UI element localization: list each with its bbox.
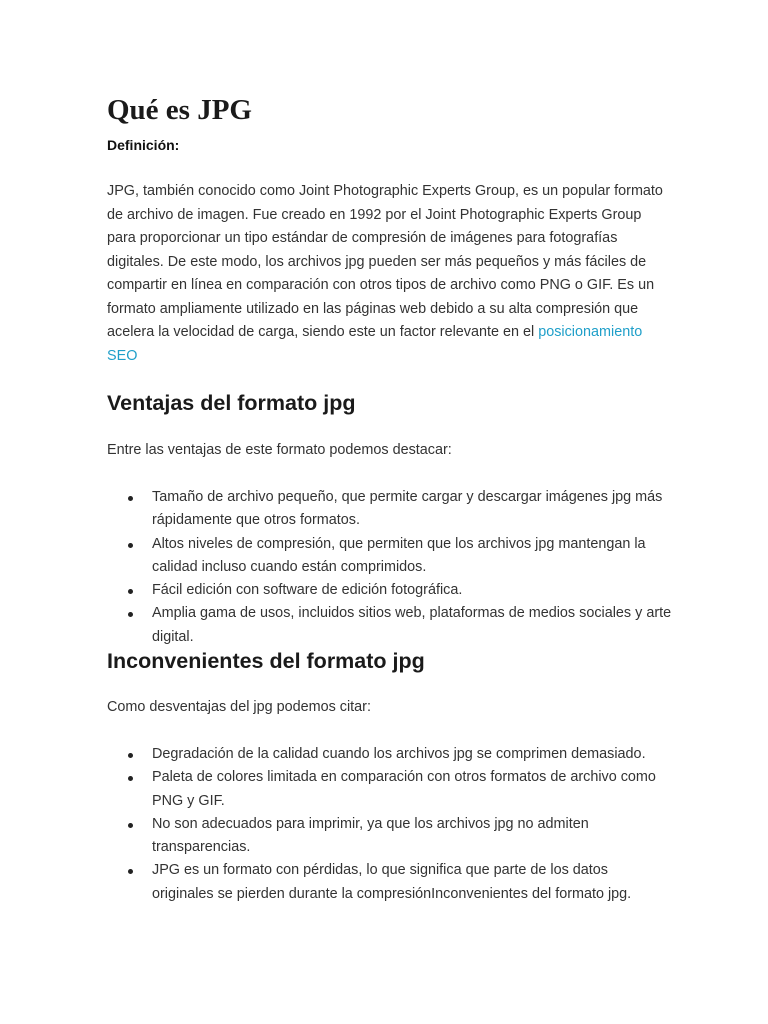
advantages-list xyxy=(107,486,672,649)
definition-text: JPG, también conocido como Joint Photographic Experts Group, es un popular formato de archivo de imagen. Fue creado en 1992 por el Joint Photographic Experts Group para proporcionar un tipo estándar de compresión de imágenes para fotografías digitales. De este modo, los archivos jpg pueden ser más pequeños y más fáciles de compartir en línea en comparación con otros tipos de archivo como PNG o GIF. Es un formato ampliamente utilizado en las páginas web debido a su alta compresión que acelera la velocidad de carga, siendo este un factor relevante en el xyxy=(107,183,663,340)
list-item xyxy=(107,813,672,860)
list-item-text: JPG es un formato con pérdidas, lo que significa que parte de los datos originales se pierden durante la compresiónInconvenientes del formato jpg. xyxy=(152,862,632,902)
list-item xyxy=(107,533,672,580)
list-item-text: Altos niveles de compresión, que permiten que los archivos jpg mantengan la calidad incluso cuando están comprimidos. xyxy=(152,535,646,575)
advantages-heading: Ventajas del formato jpg xyxy=(107,391,356,415)
bullet-icon xyxy=(128,543,133,548)
list-item xyxy=(107,486,672,533)
list-item xyxy=(107,859,672,906)
seo-link[interactable]: posicionamiento SEO xyxy=(107,324,643,364)
bullet-icon xyxy=(128,753,133,758)
list-item xyxy=(107,743,672,766)
definition-label: Definición: xyxy=(107,137,180,153)
definition-paragraph xyxy=(107,180,667,368)
disadvantages-list xyxy=(107,743,672,906)
bullet-icon xyxy=(128,776,133,781)
bullet-icon xyxy=(128,496,133,501)
disadvantages-intro: Como desventajas del jpg podemos citar: xyxy=(107,699,371,715)
bullet-icon xyxy=(128,612,133,617)
list-item xyxy=(107,579,672,602)
bullet-icon xyxy=(128,823,133,828)
list-item-text: No son adecuados para imprimir, ya que los archivos jpg no admiten transparencias. xyxy=(152,815,589,856)
page-title: Qué es JPG xyxy=(107,94,252,126)
list-item-text: Amplia gama de usos, incluidos sitios web, plataformas de medios sociales y arte digital. xyxy=(152,605,672,645)
list-item-text: Fácil edición con software de edición fotográfica. xyxy=(152,582,463,599)
list-item xyxy=(107,766,672,813)
bullet-icon xyxy=(128,869,133,874)
list-item-text: Tamaño de archivo pequeño, que permite cargar y descargar imágenes jpg más rápidamente que otros formatos. xyxy=(152,489,663,529)
list-item-text: Degradación de la calidad cuando los archivos jpg se comprimen demasiado. xyxy=(152,746,646,762)
disadvantages-heading: Inconvenientes del formato jpg xyxy=(107,649,425,673)
bullet-icon xyxy=(128,589,133,594)
list-item-text: Paleta de colores limitada en comparación con otros formatos de archivo como PNG y GIF. xyxy=(152,769,656,809)
advantages-intro: Entre las ventajas de este formato podemos destacar: xyxy=(107,442,452,458)
list-item xyxy=(107,602,672,649)
